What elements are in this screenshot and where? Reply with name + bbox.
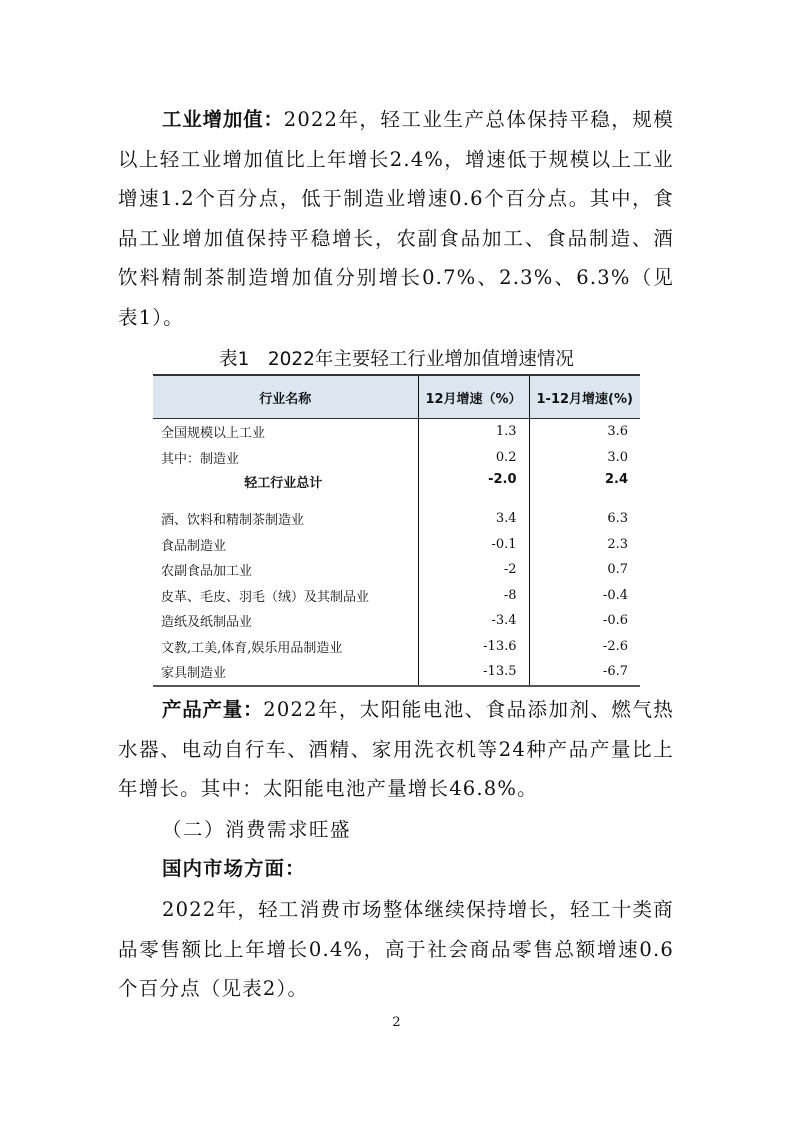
body-industrial-value-added: 2022年，轻工业生产总体保持平稳，规模以上轻工业增加值比上年增长2.4%，增速低于规模以上工业增速1.2个百分点，低于制造业增速0.6个百分点。其中，食品工业增加值保持平稳增长，农副食品加工、食品制造、酒饮料精制茶制造增加值分别增长0.7%、2.3%、6.3%（见表1）。: [118, 108, 674, 329]
row-ytd: -6.7: [529, 659, 640, 686]
lead-product-output: 产品产量：: [162, 698, 264, 721]
header-ytd-growth: 1-12月增速(%): [529, 375, 640, 419]
row-ytd: 2.4: [529, 470, 640, 506]
table-title: 表1 2022年主要轻工行业增加值增速情况: [219, 349, 574, 370]
row-dec: -13.6: [418, 634, 529, 660]
row-dec: -13.5: [418, 659, 529, 686]
row-dec: -3.4: [418, 608, 529, 634]
row-name: 造纸及纸制品业: [161, 615, 253, 631]
header-december-growth: 12月增速（%）: [418, 375, 529, 419]
paragraph-industrial-value-added: [118, 100, 674, 337]
table-row: [153, 557, 640, 583]
row-ytd: 0.7: [529, 557, 640, 583]
lead-industrial-value-added: 工业增加值：: [162, 108, 284, 131]
row-name: 文教,工美,体育,娱乐用品制造业: [161, 640, 343, 656]
table-row: [153, 419, 640, 445]
row-dec: 0.2: [418, 445, 529, 471]
table-row: [153, 659, 640, 686]
row-ytd: 3.0: [529, 445, 640, 471]
row-name: 农副食品加工业: [161, 564, 253, 580]
page-number: 2: [392, 1015, 401, 1030]
row-ytd: -2.6: [529, 634, 640, 660]
row-name: 全国规模以上工业: [161, 426, 266, 442]
table-row: [153, 608, 640, 634]
table-row-total: [153, 470, 640, 506]
table-row: [153, 532, 640, 558]
table-row: [153, 583, 640, 609]
row-name: 家具制造业: [153, 659, 418, 686]
row-name: 食品制造业: [161, 538, 227, 554]
paragraph-product-output: [118, 690, 674, 809]
row-dec: -8: [418, 583, 529, 609]
row-name: 皮革、毛皮、羽毛（绒）及其制品业: [161, 589, 370, 605]
table-header-row: [153, 375, 640, 419]
row-ytd: 6.3: [529, 506, 640, 532]
row-dec: -2: [418, 557, 529, 583]
row-dec: 1.3: [418, 419, 529, 445]
row-ytd: -0.6: [529, 608, 640, 634]
body-product-output: 2022年，太阳能电池、食品添加剂、燃气热水器、电动自行车、酒精、家用洗衣机等24种产品产量比上年增长。其中：太阳能电池产量增长46.8%。: [118, 698, 674, 800]
row-dec: -2.0: [418, 470, 529, 506]
header-industry-name: 行业名称: [153, 375, 418, 419]
row-ytd: 2.3: [529, 532, 640, 558]
heading-domestic-market: 国内市场方面：: [162, 857, 306, 880]
row-dec: -0.1: [418, 532, 529, 558]
row-name: 其中：制造业: [161, 451, 240, 467]
table-row: [153, 445, 640, 471]
row-name: 轻工行业总计: [244, 476, 323, 491]
table-row: [153, 506, 640, 532]
row-name: 酒、饮料和精制茶制造业: [161, 513, 305, 529]
growth-rate-table: [153, 374, 640, 687]
row-ytd: 3.6: [529, 419, 640, 445]
row-dec: 3.4: [418, 506, 529, 532]
table-row: [153, 634, 640, 660]
section-heading-consumer-demand: （二）消费需求旺盛: [162, 818, 352, 841]
paragraph-domestic-market: 2022年，轻工消费市场整体继续保持增长，轻工十类商品零售额比上年增长0.4%，高于社会商品零售总额增速0.6个百分点（见表2）。: [118, 898, 674, 1000]
row-ytd: -0.4: [529, 583, 640, 609]
